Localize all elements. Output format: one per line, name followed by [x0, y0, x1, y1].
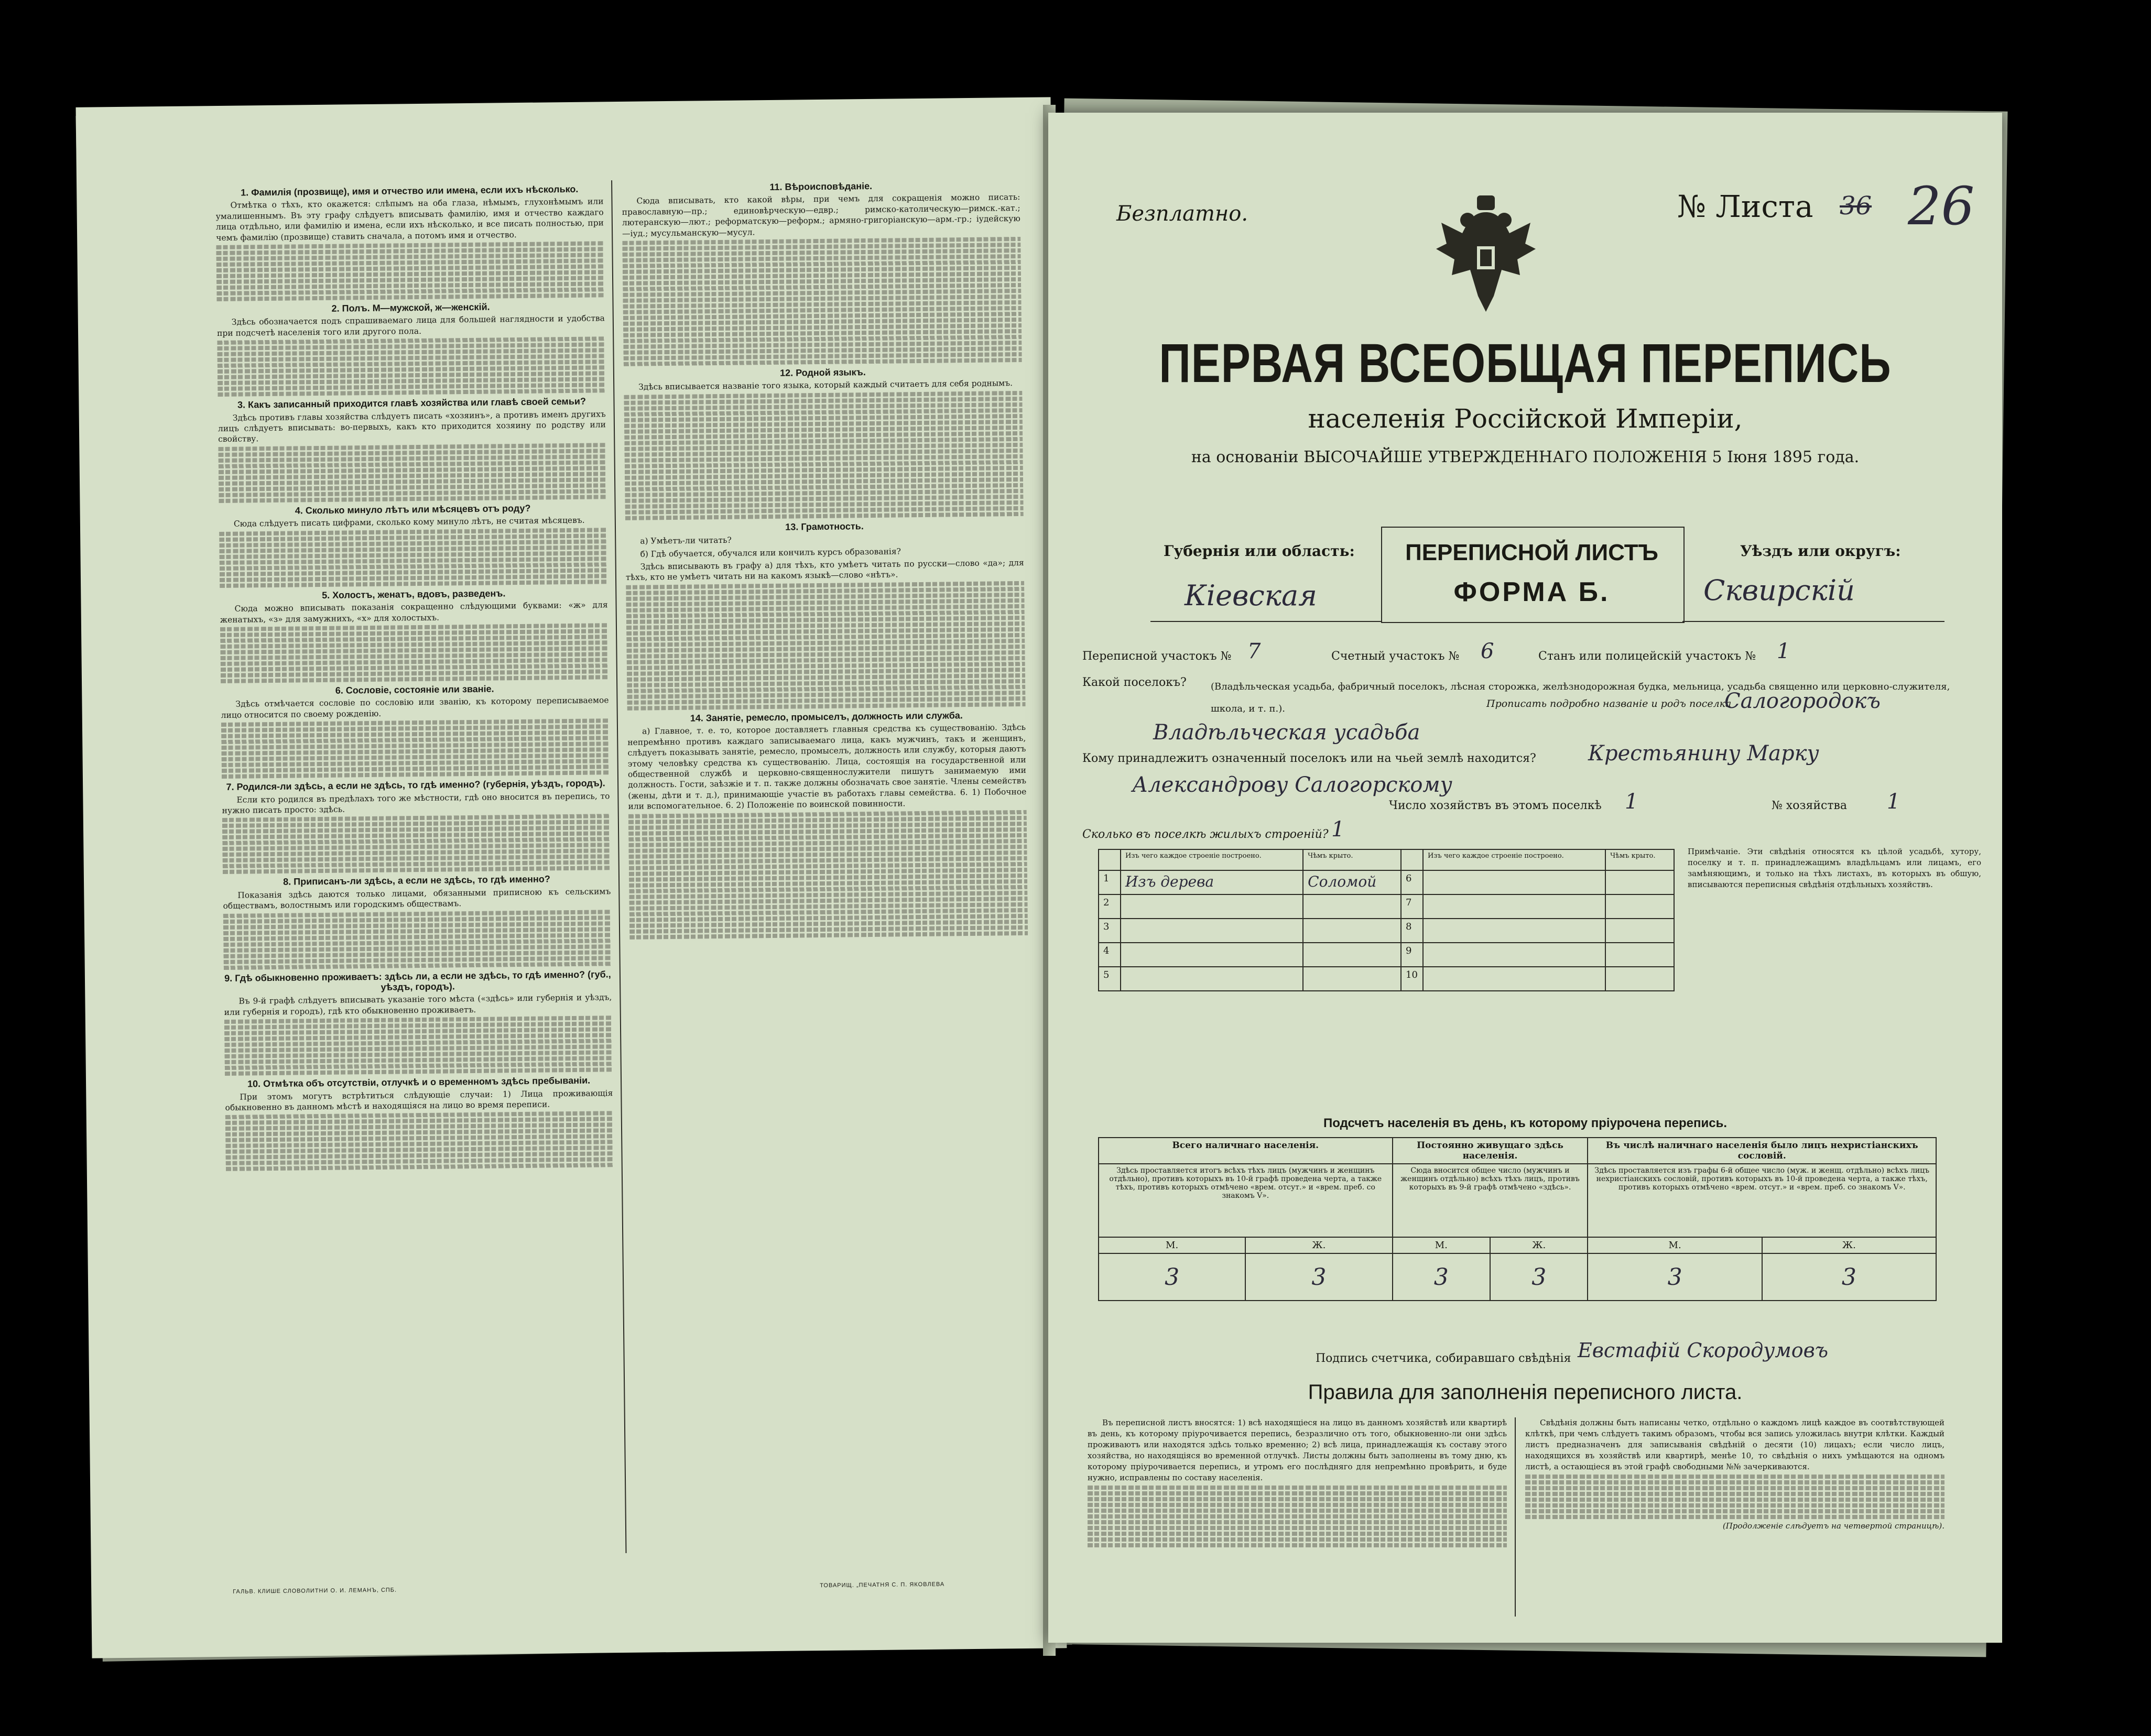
section-heading: 6. Сословіе, состояніе или званіе. — [335, 683, 494, 696]
building-roof — [1605, 943, 1674, 967]
section-heading: 9. Гдѣ обыкновенно проживаетъ: здѣсь ли, а если не здѣсь, то гдѣ именно? (губ., уѣздъ, городъ). — [224, 968, 611, 992]
count-value: 3 — [1588, 1253, 1762, 1301]
sheet-number-handwritten: 26 — [1908, 176, 1975, 237]
section-text: Здѣсь вписывается названіе того языка, который каждый считаетъ для себя роднымъ. — [638, 378, 1013, 392]
buildings-note: Примѣчаніе. Эти свѣдѣнія относятся къ цѣлой усадьбѣ, хутору, поселку и т. п. принадлежащимъ владѣльцамъ или лицамъ, его замѣняющимъ, и только на тѣхъ листахъ, въ которыхъ въ обшую, вписываются переписныя свѣдѣнія отдѣльныхъ хозяйствъ. — [1688, 847, 1981, 889]
household-number-value: 1 — [1887, 790, 1900, 814]
sex-label: М. — [1393, 1237, 1490, 1253]
building-material — [1121, 894, 1303, 919]
owner-value-2: Александрову Салогорскому — [1132, 773, 1452, 797]
building-material — [1423, 919, 1605, 943]
section-heading: 1. Фамилія (прозвище), имя и отчество или имена, если ихъ нѣсколько. — [241, 183, 579, 198]
section-heading: 4. Сколько минуло лѣтъ или мѣсяцевъ отъ роду? — [295, 503, 531, 516]
left-column-2 — [622, 176, 1034, 1553]
stan-label: Станъ или полицейскій участокъ № — [1538, 650, 1756, 663]
section-text: Сюда можно вписывать показанія сокращенно слѣдующими буквами: «ж» для женатыхъ, «з» для замужнихъ, «х» для холостыхъ. — [220, 600, 608, 625]
form-subtitle: населенія Россійской Имперіи, — [1308, 403, 1743, 434]
section-heading: 7. Родился-ли здѣсь, а если не здѣсь, то гдѣ именно? (губернія, уѣздъ, городъ). — [226, 778, 605, 793]
row-number: 10 — [1401, 967, 1423, 991]
printer-footer-right: ТОВАРИЩ. „ПЕЧАТНЯ С. П. ЯКОВЛЕВА — [820, 1581, 945, 1589]
building-material — [1423, 894, 1605, 919]
building-roof — [1303, 967, 1401, 991]
buildings-value: 1 — [1331, 817, 1345, 842]
building-roof: Соломой — [1303, 870, 1401, 894]
district-label: Уѣздъ или округъ: — [1740, 542, 1901, 560]
settlement-value-1: Салогородокъ — [1724, 689, 1881, 713]
rules-column-1 — [1088, 1417, 1507, 1617]
signature-value: Евстафій Скородумовъ — [1578, 1339, 1829, 1362]
households-value: 1 — [1625, 790, 1638, 814]
row-number: 7 — [1401, 894, 1423, 919]
form-basis: на основаніи ВЫСОЧАЙШЕ УТВЕРЖДЕННАГО ПОЛОЖЕНІЯ 5 Іюня 1895 года. — [1191, 448, 1860, 466]
double-headed-eagle-icon — [1431, 191, 1541, 317]
buildings-table — [1098, 849, 1675, 991]
row-number: 8 — [1401, 919, 1423, 943]
district-box — [1682, 532, 1944, 622]
owner-value-1: Крестьянину Марку — [1588, 741, 1819, 766]
section-text: Сюда вписывать, кто какой вѣры, при чемъ для сокращенія можно писать: православную—пр.; единовѣрческую—едвр.; римско-католическую—римск.-кат.; лютеранскую—лют.; реформатскую—реформ.; армяно-григоріанскую—арм.-гр.; іудейскую—іуд.; мусульманскую—мусул. — [622, 192, 1020, 238]
section-heading: 11. Вѣроисповѣданіе. — [769, 180, 873, 192]
settlement-hint: (Владѣльческая усадьба, фабричный поселокъ, лѣсная сторожка, желѣзнодорожная будка, мельница, усадьба священно или церковно-служителя, школа, и т. п.). — [1211, 681, 1950, 714]
building-roof — [1605, 870, 1674, 894]
buildings-header-cell: Чѣмъ крыто. — [1303, 849, 1401, 870]
section-heading: 14. Занятіе, ремесло, промыселъ, должность или служба. — [690, 710, 963, 724]
count-value: 3 — [1245, 1253, 1392, 1301]
rules-column-2 — [1525, 1417, 1944, 1617]
sheet-number-crossed: 36 — [1840, 191, 1872, 221]
census-section-value: 7 — [1247, 639, 1261, 663]
count-section-value: 6 — [1481, 639, 1494, 663]
count-description: Сюда вносится общее число (мужчинъ и женщинъ отдѣльно) всѣхъ тѣхъ лицъ, противъ которыхъ въ 9-й графѣ отмѣчено «здѣсь». — [1393, 1164, 1588, 1237]
count-value: 3 — [1762, 1253, 1936, 1301]
owner-label: Кому принадлежитъ означенный поселокъ или на чьей землѣ находится? — [1082, 752, 1536, 765]
count-value: 3 — [1099, 1253, 1245, 1301]
count-header: Въ числѣ наличнаго населенія было лицъ нехристіанскихъ сословій. — [1588, 1138, 1936, 1164]
subheading-b: б) Гдѣ обучается, обучался или кончилъ курсъ образованія? — [640, 547, 901, 559]
section-heading: 13. Грамотность. — [785, 520, 864, 532]
population-count-table — [1098, 1137, 1937, 1301]
section-text: Здѣсь обозначается подъ спрашиваемаго лица для большей наглядности и удобства при подсчетѣ населенія того или другого пола. — [216, 313, 605, 338]
district-value: Сквирскій — [1703, 574, 1855, 607]
building-material — [1121, 967, 1303, 991]
settlement-instruction: Прописать подробно названіе и родъ поселка — [1483, 698, 1734, 709]
building-roof — [1303, 943, 1401, 967]
stan-value: 1 — [1777, 639, 1790, 663]
household-number-label: № хозяйства — [1772, 799, 1847, 812]
sex-label: М. — [1588, 1237, 1762, 1253]
sex-label: Ж. — [1490, 1237, 1588, 1253]
building-material — [1423, 870, 1605, 894]
section-heading: 5. Холостъ, женатъ, вдовъ, разведенъ. — [322, 587, 506, 600]
households-label: Число хозяйствъ въ этомъ поселкѣ — [1389, 799, 1602, 812]
section-heading: 12. Родной языкъ. — [780, 367, 866, 378]
count-description: Здѣсь проставляется изъ графы 6-й общее число (муж. и женщ. отдѣльно) всѣхъ лицъ нехристіанскихъ сословій, противъ которыхъ въ 10-й проведена черта, а также тѣхъ, противъ которыхъ отмѣчено «врем. отсут.» и «врем. преб. со знакомъ V». — [1588, 1164, 1936, 1237]
building-roof — [1605, 967, 1674, 991]
section-text: Здѣсь противъ главы хозяйства слѣдуетъ писать «хозяинъ», а противъ именъ другихъ лицъ слѣдуетъ вписывать: во-первыхъ, какъ кто приходится хозяину по родству или свойству. — [218, 409, 606, 444]
buildings-header-cell: Чѣмъ крыто. — [1605, 849, 1674, 870]
rules-text-2: Свѣдѣнія должны быть написаны четко, отдѣльно о каждомъ лицѣ каждое въ соотвѣтствующей клѣткѣ, при чемъ слѣдуетъ такимъ образомъ, чтобы вся запись уложилась внутри клѣтки. Каждый листъ предназначенъ для записыванія свѣдѣній о десяти (10) лицахъ; если число лицъ, находящихся въ хозяйствѣ или квартирѣ, менѣе 10, то свѣдѣнія о нихъ умѣщаются на одномъ листѣ, а остающіеся въ этой графѣ свободными №№ зачеркиваются. — [1525, 1418, 1944, 1471]
sex-label: Ж. — [1245, 1237, 1392, 1253]
province-value: Кіевская — [1185, 579, 1317, 612]
free-label: Безплатно. — [1116, 202, 1248, 226]
building-material — [1423, 967, 1605, 991]
building-material — [1121, 943, 1303, 967]
buildings-header-cell: Изъ чего каждое строеніе построено. — [1423, 849, 1605, 870]
rules-title: Правила для заполненія переписного листа. — [1308, 1381, 1743, 1404]
building-roof — [1303, 894, 1401, 919]
rules-divider — [1515, 1417, 1516, 1617]
row-number: 2 — [1099, 894, 1121, 919]
sex-label: М. — [1099, 1237, 1245, 1253]
row-number: 1 — [1099, 870, 1121, 894]
count-value: 3 — [1393, 1253, 1490, 1301]
count-value: 3 — [1490, 1253, 1588, 1301]
buildings-header-cell: Изъ чего каждое строеніе построено. — [1121, 849, 1303, 870]
count-header: Всего наличнаго населенія. — [1099, 1138, 1393, 1164]
building-material — [1121, 919, 1303, 943]
subheading-a: а) Умѣетъ-ли читать? — [640, 536, 732, 546]
left-column-1 — [215, 180, 617, 1557]
continued-note: (Продолженіе слѣдуетъ на четвертой страницѣ). — [1722, 1521, 1944, 1531]
section-text: Если кто родился въ предѣлахъ того же мѣстности, гдѣ оно вносится въ перепись, то нужно писать просто: здѣсь. — [222, 791, 610, 815]
row-number: 6 — [1401, 870, 1423, 894]
row-number: 5 — [1099, 967, 1121, 991]
section-heading: 3. Какъ записанный приходится главѣ хозяйства или главѣ своей семьи? — [237, 396, 586, 410]
sheet-number-label: № Листа — [1677, 189, 1813, 224]
printer-footer-left: ГАЛЬВ. КЛИШЕ СЛОВОЛИТНИ О. И. ЛЕМАНЪ, СПБ. — [233, 1587, 397, 1595]
province-label: Губернія или область: — [1164, 542, 1355, 560]
population-count-title: Подсчетъ населенія въ день, къ которому пріурочена перепись. — [1323, 1116, 1727, 1130]
section-text: Показанія здѣсь даются только лицами, обязанными приписною къ сельскимъ обществамъ, волостнымъ или городскимъ обществамъ. — [223, 886, 611, 911]
building-material: Изъ дерева — [1121, 870, 1303, 894]
left-page — [76, 97, 1067, 1658]
settlement-value-2: Владѣльческая усадьба — [1153, 720, 1420, 745]
section-text: Здѣсь отмѣчается сословіе по сословію или званію, къ которому переписываемое лицо относится по своему рожденію. — [221, 695, 609, 720]
count-section-label: Счетный участокъ № — [1331, 650, 1460, 663]
section-text: При этомъ могутъ встрѣтиться слѣдующіе случаи: 1) Лица проживающія обыкновенно въ данномъ мѣстѣ и находящіяся на лицо во время переписи. — [225, 1088, 613, 1112]
building-material — [1423, 943, 1605, 967]
buildings-label: Сколько въ поселкѣ жилыхъ строеній? — [1082, 828, 1329, 841]
section-text: Здѣсь вписывають въ графу а) для тѣхъ, кто умѣетъ читать по русски—слово «да»; для тѣхъ, кто не умѣетъ читать ни на какомъ языкѣ—слово «нѣтъ». — [625, 558, 1024, 583]
section-text: а) Главное, т. е. то, которое доставляетъ главныя средства къ существованію. Здѣсь непремѣнно противъ каждаго записываемаго лица, какъ мужчинъ, такъ и женщинъ, слѣдуетъ показывать занятіе, ремесло, промыселъ, должность или службу, которыя даютъ этому человѣку средства къ существованію. Лица, состоящія на государственной или общественной службѣ и церковно-священнослужители пишутъ занимаемую ими должность. Гости, заѣзжіе и т. п. также должны обозначать свое занятіе. Члены семействъ (жены, дѣти и т. д.), принимающіе участіе въ работахъ главы семейства. 6. 1) Побочное или вспомогательное. 6. 2) Положеніе по воинской повинности. — [627, 723, 1027, 811]
right-page — [1048, 113, 2002, 1643]
count-description: Здѣсь проставляется итогъ всѣхъ тѣхъ лицъ (мужчинъ и женщинъ отдѣльно), противъ которыхъ въ 10-й графѣ проведена черта, а также тѣхъ, противъ которыхъ отмѣчено «врем. отсут.» и «врем. преб. со знакомъ V». — [1099, 1164, 1393, 1237]
form-title-1: ПЕРЕПИСНОЙ ЛИСТЪ — [1405, 540, 1658, 565]
settlement-label: Какой поселокъ? — [1082, 676, 1187, 689]
building-roof — [1605, 894, 1674, 919]
building-roof — [1303, 919, 1401, 943]
row-number: 3 — [1099, 919, 1121, 943]
buildings-header-cell — [1099, 849, 1121, 870]
form-title-2: ФОРМА Б. — [1453, 577, 1610, 607]
form-main-title: ПЕРВАЯ ВСЕОБЩАЯ ПЕРЕПИСЬ — [1159, 332, 1892, 394]
buildings-header-cell — [1401, 849, 1423, 870]
count-header: Постоянно живущаго здѣсь населенія. — [1393, 1138, 1588, 1164]
section-text: Въ 9-й графѣ слѣдуетъ вписывать указаніе того мѣста («здѣсь» или губернія и уѣздъ, или губернія и городъ), гдѣ кто обыкновенно проживаетъ. — [224, 992, 612, 1017]
building-roof — [1605, 919, 1674, 943]
census-section-label: Переписной участокъ № — [1082, 650, 1232, 663]
section-text: Сюда слѣдуетъ писать цифрами, сколько кому минуло лѣтъ, не считая мѣсяцевъ. — [233, 515, 585, 529]
section-heading: 10. Отмѣтка объ отсутствіи, отлучкѣ и о временномъ здѣсь пребываніи. — [247, 1075, 591, 1089]
signature-label: Подпись счетчика, собиравшаго свѣдѣнія — [1316, 1352, 1571, 1365]
row-number: 9 — [1401, 943, 1423, 967]
sex-label: Ж. — [1762, 1237, 1936, 1253]
section-heading: 2. Полъ. М—мужской, ж—женскій. — [331, 301, 490, 314]
rules-text-1: Въ переписной листъ вносятся: 1) всѣ находящіеся на лицо въ данномъ хозяйствѣ или квартирѣ въ день, къ которому пріурочивается перепись, безразлично отъ того, обыкновенно-ли они здѣсь проживаютъ или находятся здѣсь только временно; 2) всѣ лица, принадлежащія къ составу этого хозяйства, но находящіяся во временной отлучкѣ. Листы должны быть заполнены въ тому дню, къ которому пріурочивается перепись, и утромъ его послѣдняго для непремѣнно провѣрить, и буде нужно, исправлены по составу населенія. — [1088, 1418, 1507, 1482]
section-text: Отмѣтка о тѣхъ, кто окажется: слѣпымъ на оба глаза, нѣмымъ, глухонѣмымъ или умалишеннымъ. Въ эту графу слѣдуетъ вписывать фамилію, имя и отчество каждаго лица отдѣльно, или фамилію и имена, если ихъ нѣсколько, и все писать полностью, при чемъ фамилію (прозвище) ставить сначала, а потомъ имя и отчество. — [215, 196, 604, 243]
row-number: 4 — [1099, 943, 1121, 967]
section-heading: 8. Приписанъ-ли здѣсь, а если не здѣсь, то гдѣ именно? — [283, 874, 550, 888]
